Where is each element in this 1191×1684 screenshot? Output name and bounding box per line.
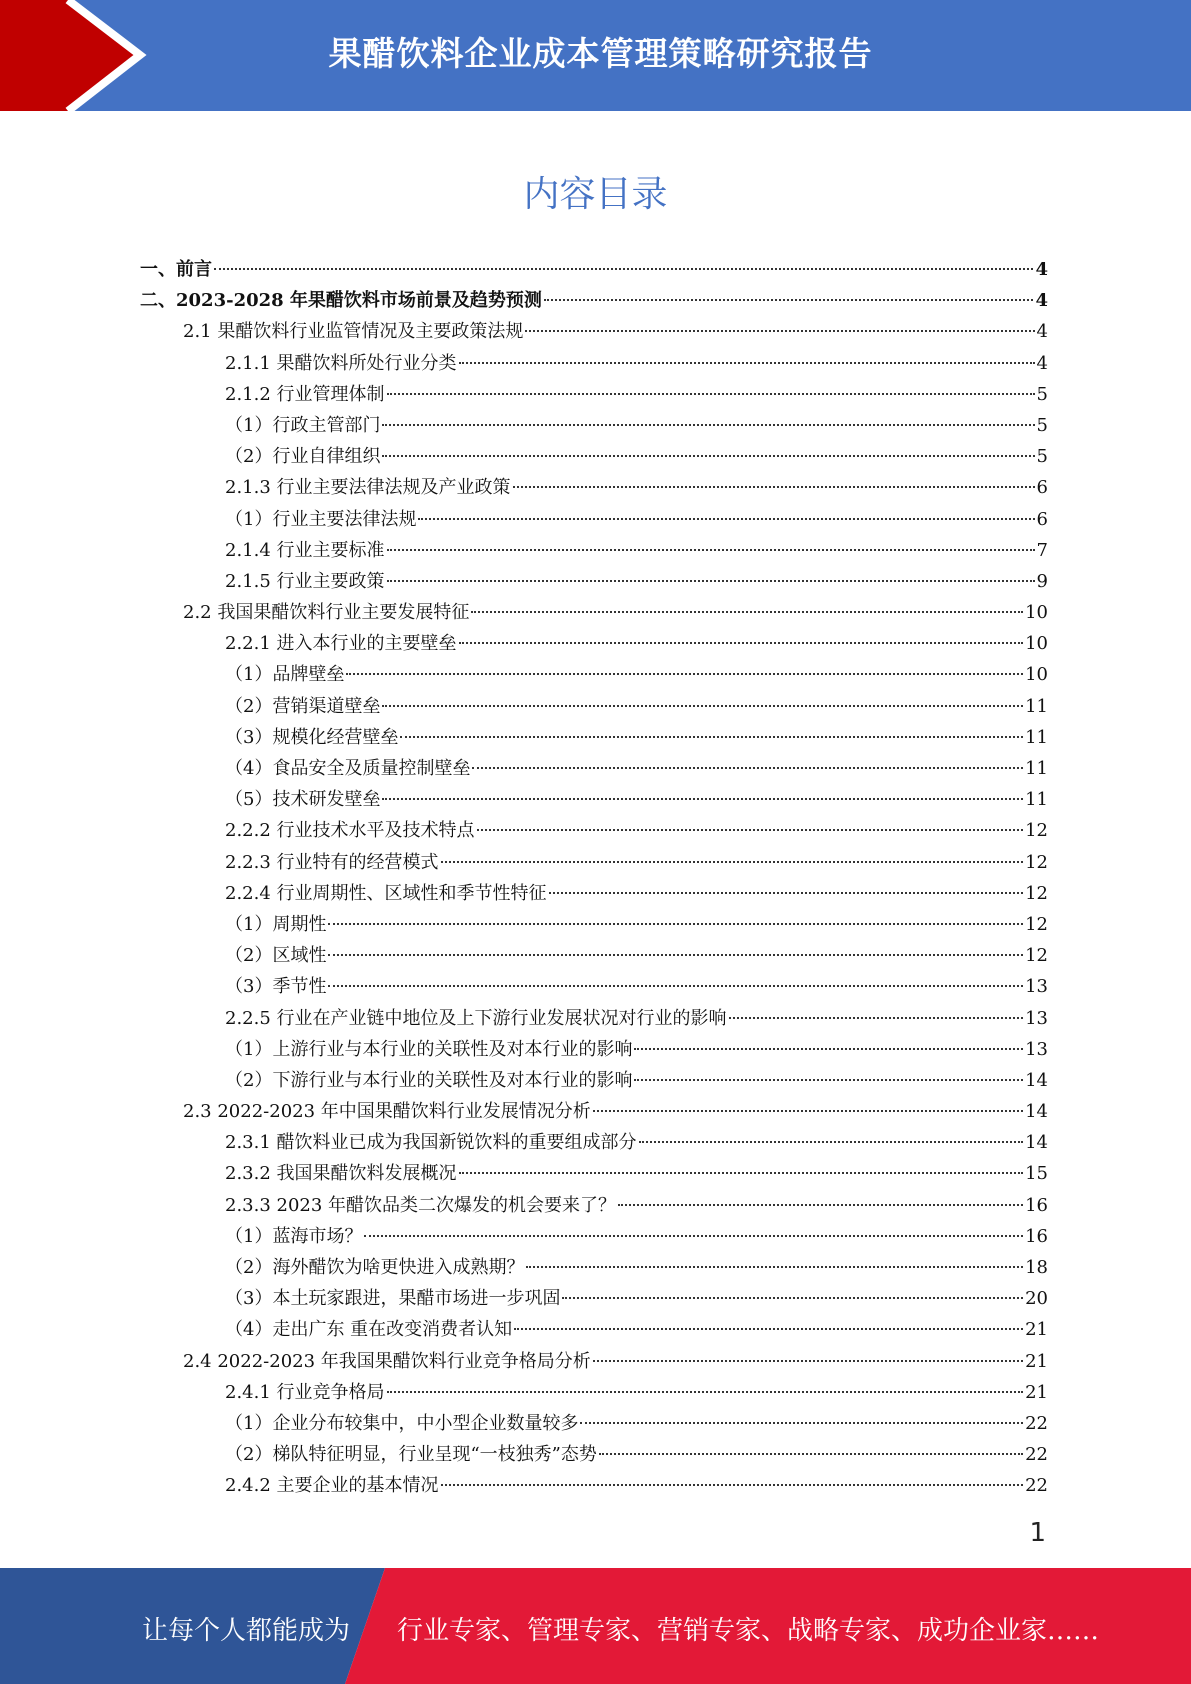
toc-entry[interactable]	[140, 441, 1048, 472]
toc-leader-dots	[599, 1453, 1023, 1455]
toc-entry-label: 2.2.1 进入本行业的主要壁垒	[225, 633, 457, 655]
toc-leader-dots	[387, 549, 1035, 551]
toc-entry[interactable]	[140, 1065, 1048, 1096]
toc-entry-label: 2.1.1 果醋饮料所处行业分类	[225, 352, 457, 374]
toc-entry-page: 16	[1025, 1225, 1048, 1247]
toc-entry[interactable]	[140, 722, 1048, 753]
page-number: 1	[1029, 1518, 1046, 1548]
toc-entry[interactable]	[140, 1470, 1048, 1501]
toc-entry[interactable]	[140, 1314, 1048, 1345]
toc-entry-page: 11	[1025, 789, 1048, 811]
toc-entry-page: 13	[1025, 1038, 1048, 1060]
toc-entry-page: 14	[1025, 1069, 1048, 1091]
toc-entry-page: 10	[1025, 602, 1048, 624]
toc-entry[interactable]	[140, 348, 1048, 379]
toc-leader-dots	[525, 330, 1034, 332]
toc-entry[interactable]	[140, 784, 1048, 815]
toc-entry[interactable]	[140, 254, 1048, 285]
toc-leader-dots	[514, 1328, 1023, 1330]
toc-entry-label: 二、2023-2028 年果醋饮料市场前景及趋势预测	[140, 290, 542, 312]
toc-entry-page: 14	[1025, 1132, 1048, 1154]
toc-entry-label: 2.2.2 行业技术水平及技术特点	[225, 820, 475, 842]
toc-entry-label: 一、前言	[140, 259, 212, 280]
toc-entry[interactable]	[140, 285, 1048, 316]
toc-entry[interactable]	[140, 878, 1048, 909]
toc-leader-dots	[214, 268, 1033, 270]
toc-leader-dots	[459, 362, 1035, 364]
toc-leader-dots	[400, 736, 1023, 738]
toc-entry-page: 11	[1025, 695, 1048, 717]
header-banner	[0, 0, 1191, 111]
toc-entry-page: 12	[1025, 945, 1048, 967]
toc-leader-dots	[562, 1297, 1023, 1299]
toc-entry-label: 2.2.4 行业周期性、区域性和季节性特征	[225, 882, 547, 904]
toc-leader-dots	[526, 1266, 1023, 1268]
table-of-contents	[140, 254, 1048, 1502]
toc-entry-page: 21	[1025, 1381, 1048, 1403]
toc-entry-page: 21	[1025, 1319, 1048, 1341]
toc-leader-dots	[328, 923, 1023, 925]
toc-leader-dots	[382, 798, 1023, 800]
toc-entry[interactable]	[140, 847, 1048, 878]
toc-entry-label: （1）上游行业与本行业的关联性及对本行业的影响	[225, 1038, 633, 1060]
toc-leader-dots	[328, 954, 1023, 956]
toc-entry-label: 2.2 我国果醋饮料行业主要发展特征	[183, 602, 470, 624]
toc-leader-dots	[418, 518, 1034, 520]
toc-leader-dots	[593, 1360, 1023, 1362]
toc-entry[interactable]	[140, 1408, 1048, 1439]
toc-entry-label: （5）技术研发壁垒	[225, 789, 381, 811]
footer-banner	[0, 1568, 1191, 1684]
toc-leader-dots	[459, 642, 1024, 644]
toc-entry-label: （2）营销渠道壁垒	[225, 695, 381, 717]
toc-leader-dots	[459, 1172, 1024, 1174]
toc-leader-dots	[549, 892, 1024, 894]
toc-entry-label: （1）行政主管部门	[225, 414, 381, 436]
toc-entry-page: 4	[1036, 321, 1048, 343]
toc-entry-label: 2.1 果醋饮料行业监管情况及主要政策法规	[183, 321, 524, 343]
toc-entry[interactable]	[140, 753, 1048, 784]
toc-leader-dots	[382, 705, 1023, 707]
toc-leader-dots	[634, 1048, 1023, 1050]
toc-entry-label: 2.1.4 行业主要标准	[225, 539, 385, 561]
toc-entry-page: 22	[1025, 1444, 1048, 1466]
toc-entry-page: 12	[1025, 882, 1048, 904]
toc-entry[interactable]	[140, 410, 1048, 441]
toc-entry-label: 2.3.2 我国果醋饮料发展概况	[225, 1163, 457, 1185]
toc-entry-label: （4）走出广东 重在改变消费者认知	[225, 1319, 513, 1341]
toc-entry-page: 5	[1036, 446, 1048, 468]
toc-entry[interactable]	[140, 535, 1048, 566]
toc-entry-page: 5	[1036, 414, 1048, 436]
toc-entry-label: 2.1.2 行业管理体制	[225, 383, 385, 405]
toc-entry-label: （2）梯队特征明显，行业呈现“一枝独秀”态势	[225, 1444, 597, 1466]
toc-entry[interactable]	[140, 909, 1048, 940]
toc-entry[interactable]	[140, 1003, 1048, 1034]
toc-entry-label: 2.2.5 行业在产业链中地位及上下游行业发展状况对行业的影响	[225, 1007, 727, 1029]
toc-entry-page: 14	[1025, 1101, 1048, 1123]
toc-entry-label: 2.3.1 醋饮料业已成为我国新锐饮料的重要组成部分	[225, 1132, 637, 1154]
toc-leader-dots	[387, 393, 1035, 395]
toc-leader-dots	[441, 861, 1024, 863]
toc-entry-page: 4	[1035, 259, 1048, 280]
toc-entry[interactable]	[140, 971, 1048, 1002]
toc-entry-label: 2.3.3 2023 年醋饮品类二次爆发的机会要来了？	[225, 1194, 617, 1216]
toc-entry-page: 11	[1025, 726, 1048, 748]
toc-leader-dots	[328, 985, 1023, 987]
toc-entry[interactable]	[140, 1190, 1048, 1221]
toc-entry-page: 21	[1025, 1350, 1048, 1372]
toc-entry[interactable]	[140, 1158, 1048, 1189]
toc-entry-page: 6	[1036, 477, 1048, 499]
toc-entry-page: 16	[1025, 1194, 1048, 1216]
toc-leader-dots	[471, 611, 1023, 613]
toc-entry[interactable]	[140, 472, 1048, 503]
footer-slogan-left: 让每个人都能成为	[142, 1616, 351, 1646]
toc-entry-page: 12	[1025, 820, 1048, 842]
toc-entry[interactable]	[140, 628, 1048, 659]
toc-leader-dots	[382, 455, 1034, 457]
toc-entry-label: （1）企业分布较集中，中小型企业数量较多	[225, 1412, 579, 1434]
toc-entry[interactable]	[140, 1034, 1048, 1065]
toc-entry[interactable]	[140, 1252, 1048, 1283]
toc-entry-label: （3）本土玩家跟进，果醋市场进一步巩固	[225, 1288, 561, 1310]
toc-entry[interactable]	[140, 1439, 1048, 1470]
toc-entry-label: （1）品牌壁垒	[225, 664, 345, 686]
toc-entry-page: 9	[1036, 570, 1048, 592]
toc-entry-page: 10	[1025, 664, 1048, 686]
toc-entry-page: 5	[1036, 383, 1048, 405]
toc-entry-label: （2）海外醋饮为啥更快进入成熟期？	[225, 1257, 525, 1278]
toc-entry-page: 4	[1036, 352, 1048, 374]
toc-entry-page: 7	[1036, 539, 1048, 561]
toc-entry-label: （2）下游行业与本行业的关联性及对本行业的影响	[225, 1069, 633, 1091]
toc-leader-dots	[387, 1391, 1024, 1393]
toc-entry-page: 13	[1025, 976, 1048, 998]
toc-leader-dots	[639, 1141, 1024, 1143]
toc-leader-dots	[580, 1422, 1023, 1424]
toc-leader-dots	[513, 486, 1035, 488]
toc-entry-label: （1）蓝海市场？	[225, 1225, 363, 1247]
toc-entry-page: 18	[1025, 1257, 1048, 1278]
toc-entry-label: 2.4.1 行业竞争格局	[225, 1381, 385, 1403]
toc-entry-page: 22	[1025, 1412, 1048, 1434]
toc-entry-page: 12	[1025, 851, 1048, 873]
toc-leader-dots	[618, 1204, 1023, 1206]
footer-slogan-right: 行业专家、管理专家、营销专家、战略专家、成功企业家……	[397, 1616, 1100, 1646]
toc-entry-label: （2）区域性	[225, 945, 327, 967]
toc-entry-page: 12	[1025, 913, 1048, 935]
toc-entry-label: 2.4.2 主要企业的基本情况	[225, 1475, 439, 1497]
toc-entry-page: 6	[1036, 508, 1048, 530]
report-title: 果醋饮料企业成本管理策略研究报告	[328, 34, 873, 73]
toc-leader-dots	[593, 1110, 1023, 1112]
toc-entry[interactable]	[140, 566, 1048, 597]
toc-entry[interactable]	[140, 316, 1048, 347]
toc-entry[interactable]	[140, 1127, 1048, 1158]
toc-entry-label: 2.1.3 行业主要法律法规及产业政策	[225, 477, 511, 499]
toc-entry-label: （4）食品安全及质量控制壁垒	[225, 758, 471, 779]
toc-leader-dots	[387, 580, 1035, 582]
toc-leader-dots	[634, 1079, 1023, 1081]
toc-entry-label: （2）行业自律组织	[225, 446, 381, 468]
toc-heading: 内容目录	[523, 174, 668, 215]
toc-entry[interactable]	[140, 1283, 1048, 1314]
toc-entry[interactable]	[140, 1346, 1048, 1377]
toc-entry[interactable]	[140, 815, 1048, 846]
toc-entry-label: （1）行业主要法律法规	[225, 508, 417, 530]
toc-leader-dots	[472, 767, 1023, 769]
toc-entry[interactable]	[140, 504, 1048, 535]
toc-entry-label: （3）规模化经营壁垒	[225, 726, 399, 748]
toc-entry-label: 2.3 2022-2023 年中国果醋饮料行业发展情况分析	[183, 1101, 591, 1123]
toc-entry-label: （1）周期性	[225, 913, 327, 935]
toc-entry[interactable]	[140, 1377, 1048, 1408]
toc-entry-label: 2.2.3 行业特有的经营模式	[225, 851, 439, 873]
toc-entry[interactable]	[140, 379, 1048, 410]
toc-leader-dots	[346, 673, 1023, 675]
toc-leader-dots	[382, 424, 1034, 426]
toc-entry[interactable]	[140, 659, 1048, 690]
toc-leader-dots	[441, 1484, 1024, 1486]
toc-entry-page: 4	[1035, 290, 1048, 312]
toc-entry[interactable]	[140, 1096, 1048, 1127]
toc-entry-page: 22	[1025, 1475, 1048, 1497]
toc-entry-page: 20	[1025, 1288, 1048, 1310]
toc-entry-page: 11	[1025, 758, 1048, 779]
toc-leader-dots	[477, 829, 1024, 831]
toc-entry[interactable]	[140, 940, 1048, 971]
toc-leader-dots	[729, 1017, 1024, 1019]
toc-entry-page: 10	[1025, 633, 1048, 655]
toc-entry[interactable]	[140, 597, 1048, 628]
toc-entry[interactable]	[140, 691, 1048, 722]
toc-entry-label: 2.4 2022-2023 年我国果醋饮料行业竞争格局分析	[183, 1350, 591, 1372]
toc-entry-label: （3）季节性	[225, 976, 327, 998]
toc-entry-page: 13	[1025, 1007, 1048, 1029]
toc-entry[interactable]	[140, 1221, 1048, 1252]
toc-entry-page: 15	[1025, 1163, 1048, 1185]
toc-leader-dots	[364, 1235, 1023, 1237]
toc-entry-label: 2.1.5 行业主要政策	[225, 570, 385, 592]
toc-leader-dots	[544, 299, 1034, 301]
